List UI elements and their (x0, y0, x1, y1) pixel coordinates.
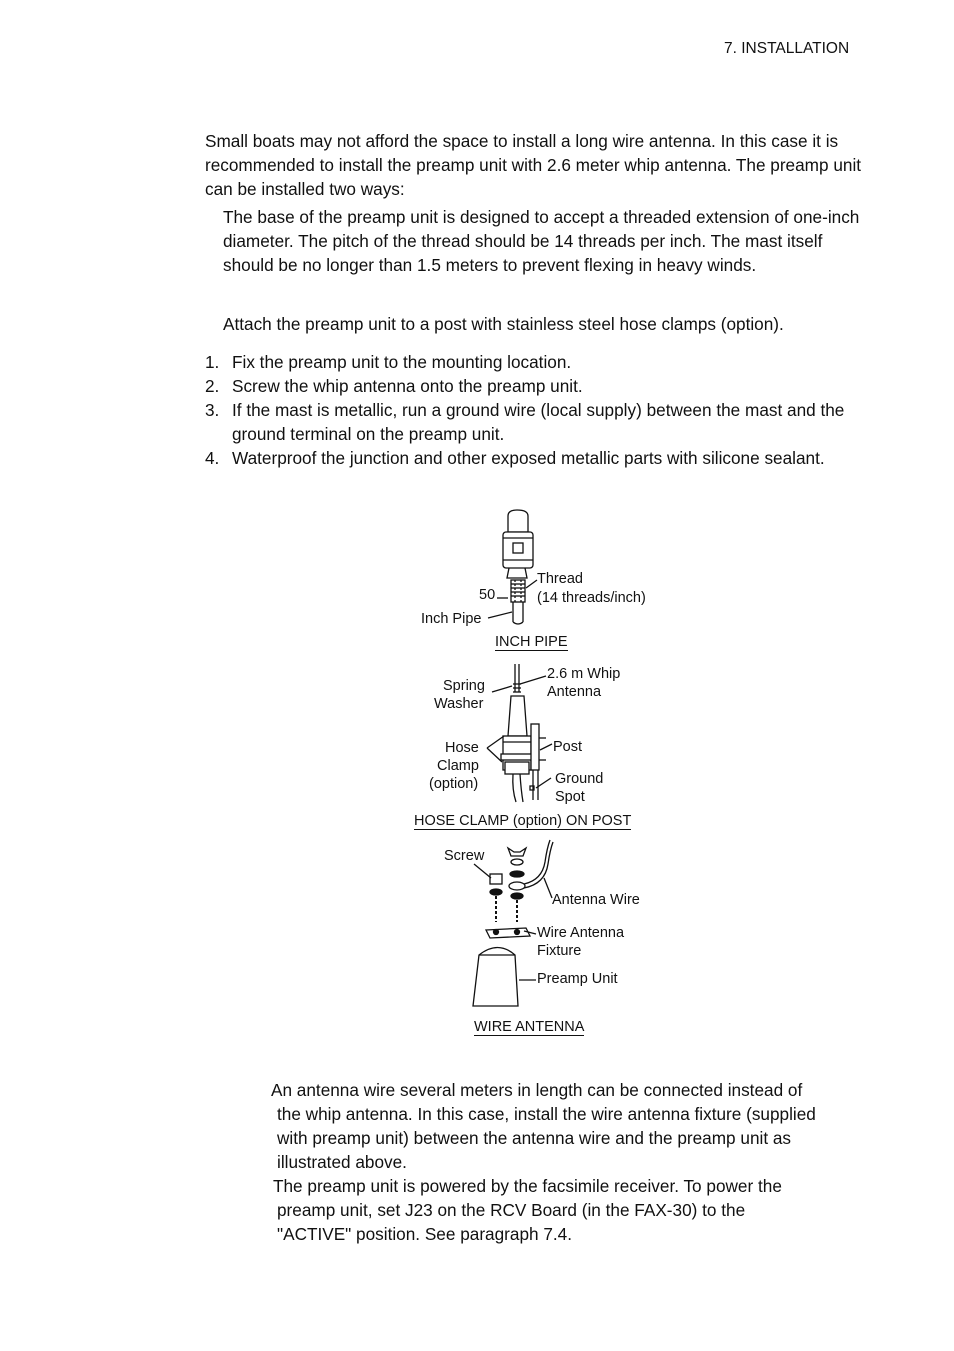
note-1-line: with preamp unit) between the antenna wire and the preamp unit as (277, 1128, 792, 1148)
label-inch-pipe: Inch Pipe (421, 611, 482, 627)
step-text: If the mast is metallic, run a ground wire (local supply) between the mast and the ground terminal on the preamp unit. (232, 400, 845, 444)
step-number: 4. (205, 448, 220, 468)
note-1-first-line: An antenna wire several meters in length can be connected instead of (271, 1080, 803, 1100)
step-text: Fix the preamp unit to the mounting location. (232, 352, 572, 372)
step-text: Waterproof the junction and other exposed metallic parts with silicone sealant. (232, 448, 825, 468)
label-thread: Thread (537, 571, 583, 587)
step-number: 1. (205, 352, 220, 372)
note-1-line: illustrated above. (277, 1152, 407, 1172)
step-number: 3. (205, 400, 220, 420)
mount-way-2: Attach the preamp unit to a post with stainless steel hose clamps (option). (223, 314, 784, 334)
note-2-line: preamp unit, set J23 on the RCV Board (in the FAX-30) to the (277, 1200, 746, 1220)
label-spring: Spring (443, 678, 485, 694)
caption-inch-pipe: INCH PIPE (495, 634, 568, 650)
label-post: Post (553, 739, 583, 755)
label-ground: Ground (555, 771, 604, 787)
label-screw: Screw (444, 848, 485, 864)
label-dimension: 50 (479, 587, 496, 603)
mount-way-1: The base of the preamp unit is designed to accept a threaded extension of one-inch diameter. The pitch of the thread should be 14 threads per inch. The mast itself should be no longer than 1.5 meters to prevent flexing in heavy winds. (223, 207, 860, 275)
label-antenna-wire: Antenna Wire (552, 892, 640, 908)
label-thread-pitch: (14 threads/inch) (537, 590, 646, 606)
label-fixture: Fixture (537, 943, 582, 959)
label-clamp-option: (option) (429, 776, 479, 792)
intro-paragraph: Small boats may not afford the space to install a long wire antenna. In this case it is recommended to install the preamp unit with 2.6 meter whip antenna. The preamp unit can be installed two ways: (205, 131, 862, 199)
label-wire-antenna: Wire Antenna (537, 925, 625, 941)
note-1-line: the whip antenna. In this case, install the wire antenna fixture (supplied (277, 1104, 816, 1124)
label-preamp-unit: Preamp Unit (537, 971, 618, 987)
label-whip: 2.6 m Whip (547, 666, 621, 682)
label-whip-antenna: Antenna (547, 684, 602, 700)
step-number: 2. (205, 376, 220, 396)
note-2-line: "ACTIVE" position. See paragraph 7.4. (277, 1224, 573, 1244)
note-2-first-line: The preamp unit is powered by the facsimile receiver. To power the (273, 1176, 782, 1196)
label-spot: Spot (555, 789, 585, 805)
caption-hose-clamp: HOSE CLAMP (option) ON POST (414, 813, 632, 829)
label-clamp: Clamp (437, 758, 479, 774)
caption-wire-antenna: WIRE ANTENNA (474, 1019, 585, 1035)
label-washer: Washer (434, 696, 484, 712)
step-text: Screw the whip antenna onto the preamp unit. (232, 376, 583, 396)
running-header: 7. INSTALLATION (724, 40, 850, 57)
label-hose: Hose (445, 740, 479, 756)
